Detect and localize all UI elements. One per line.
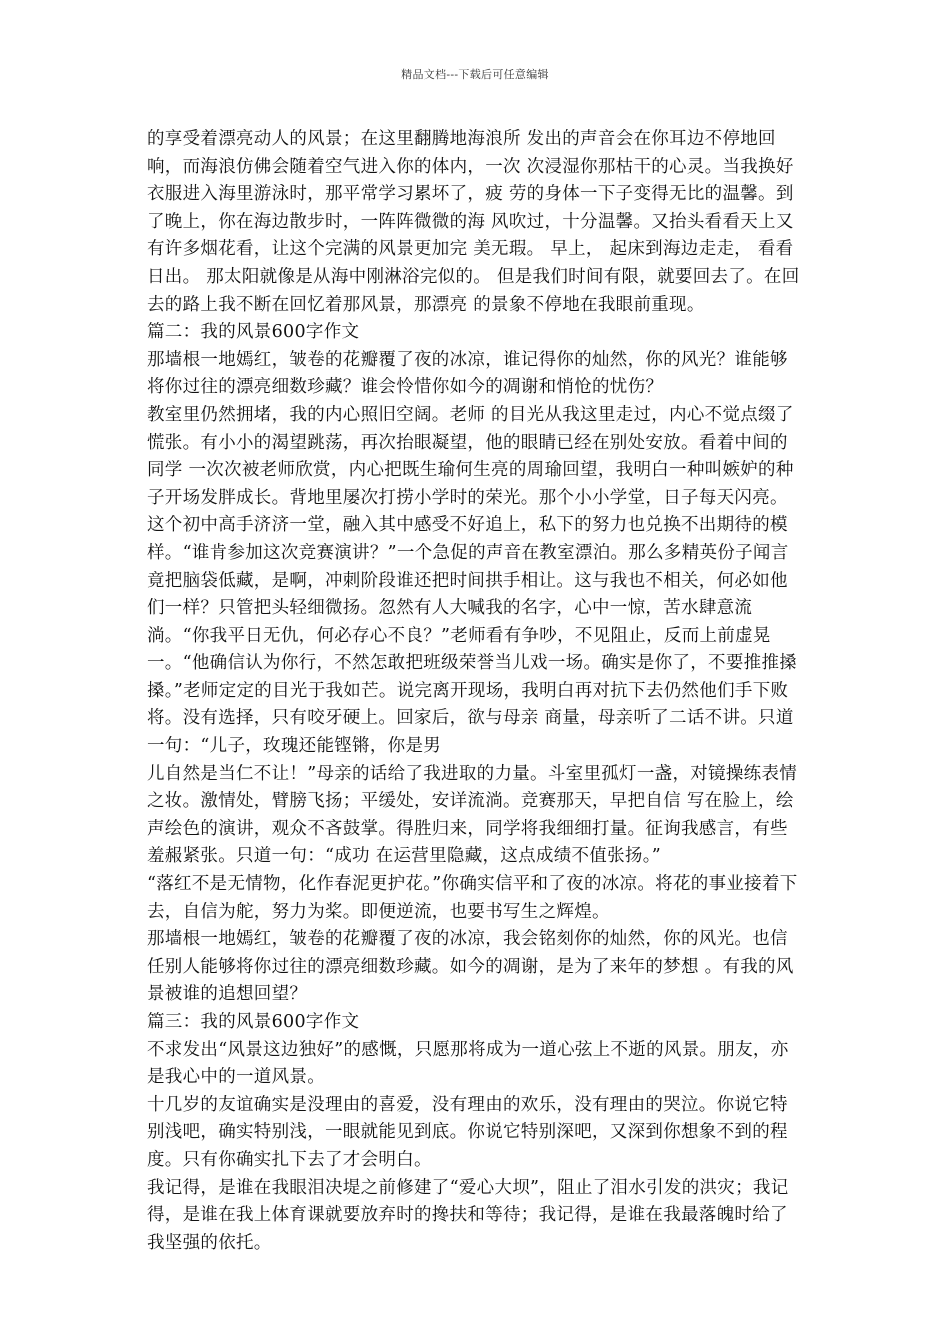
section-heading-3: 篇三：我的风景600字作文 xyxy=(147,1012,360,1032)
paragraph-1: 的享受着漂亮动人的风景；在这里翻腾地海浪所 发出的声音会在你耳边不停地回响，而海浪仿佛会随着空气进入你的体内，一次 次浸湿你那枯干的心灵。当我换好衣服进入海里游泳时，那平常学习累坏了，疲 劳的身体一下子变得无比的温馨。到了晚上，你在海边散步时，一阵阵微微的海 风吹过，十分温馨。又抬头看看天上又有许多烟花看，让这个完满的风景更加完 美无瑕。 早上， 起床到海边走走， 看看日出。 那太阳就像是从海中刚淋浴完似的。 但是我们时间有限，就要回去了。在回去的路上我不断在回忆着那风景，那漂亮 的景象不停地在我眼前重现。 xyxy=(147,129,800,315)
page-header: 精品文档---下载后可任意编辑 xyxy=(401,68,549,81)
paragraph-4: 儿自然是当仁不让！”母亲的话给了我进取的力量。斗室里孤灯一盏，对镜操练表情之妆。激情处，臂膀飞扬；平缓处，安详流淌。竞赛那天，早把自信 写在脸上，绘声绘色的演讲，观众不吝鼓掌。得胜归来，同学将我细细打量。征询我感言，有些羞赧紧张。只道一句：“成功 在运营里隐藏，这点成绩不值张扬。” xyxy=(147,763,798,867)
paragraph-9: 我记得，是谁在我眼泪决堤之前修建了“爱心大坝”，阻止了泪水引发的洪灾；我记得，是谁在我上体育课就要放弃时的搀扶和等待；我记得，是谁在我最落魄时给了我坚强的依托。 xyxy=(147,1177,789,1253)
section-heading-2: 篇二：我的风景600字作文 xyxy=(147,322,360,343)
document-body xyxy=(147,126,803,1257)
paragraph-8: 十几岁的友谊确实是没理由的喜爱，没有理由的欢乐，没有理由的哭泣。你说它特别浅吧，确实特别浅，一眼就能见到底。你说它特别深吧，又深到你想象不到的程度。只有你确实扎下去了才会明白。 xyxy=(147,1094,788,1170)
paragraph-6: 那墙根一地嫣红，皱卷的花瓣覆了夜的冰凉，我会铭刻你的灿然，你的风光。也信任别人能够将你过往的漂亮细数珍藏。如今的凋谢，是为了来年的梦想 。有我的风景被谁的追想回望？ xyxy=(147,929,794,1005)
paragraph-5: “落红不是无情物，化作春泥更护花。”你确实信平和了夜的冰凉。将花的事业接着下去，自信为舵，努力为桨。即便逆流，也要书写生之辉煌。 xyxy=(147,874,798,922)
paragraph-2: 那墙根一地嫣红，皱卷的花瓣覆了夜的冰凉，谁记得你的灿然，你的风光？谁能够将你过往的漂亮细数珍藏？谁会怜惜你如今的凋谢和悄怆的忧伤？ xyxy=(147,349,788,398)
paragraph-7: 不求发出“风景这边独好”的感慨，只愿那将成为一道心弦上不逝的风景。朋友，亦是我心中的一道风景。 xyxy=(147,1039,789,1088)
paragraph-3: 教室里仍然拥堵，我的内心照旧空阔。老师 的目光从我这里走过，内心不觉点缀了慌张。有小小的渴望跳荡，再次抬眼凝望，他的眼睛已经在别处安放。看着中间的同学 一次次被老师欣赏，内心把既生瑜何生亮的周瑜回望，我明白一种叫嫉妒的种子开场发胖成长。背地里屡次打捞小学时的荣光。那个小小学堂，日子每天闪亮。这个初中高手济济一堂，融入其中感受不好追上，私下的努力也兑换不出期待的模样。“谁肯参加这次竞赛演讲？”一个急促的声音在教室漂泊。那么多精英份子闻言竟把脑袋低藏，是啊，冲刺阶段谁还把时间拱手相让。这与我也不相关，何必如他们一样？只管把头轻细微扬。忽然有人大喊我的名字，心中一惊，苦水肆意流淌。“你我平日无仇，何必存心不良？”老师看有争吵，不见阻止，反而上前虚晃一。“他确信认为你行，不然怎敢把班级荣誉当儿戏一场。确实是你了，不要推推搡搡。”老师定定的目光于我如芒。说完离开现场，我明白再对抗下去仍然他们手下败将。没有选择，只有咬牙硬上。回家后，欲与母亲 商量，母亲听了二话不讲。只道一句：“儿子，玫瑰还能铿锵，你是男 xyxy=(147,404,798,757)
